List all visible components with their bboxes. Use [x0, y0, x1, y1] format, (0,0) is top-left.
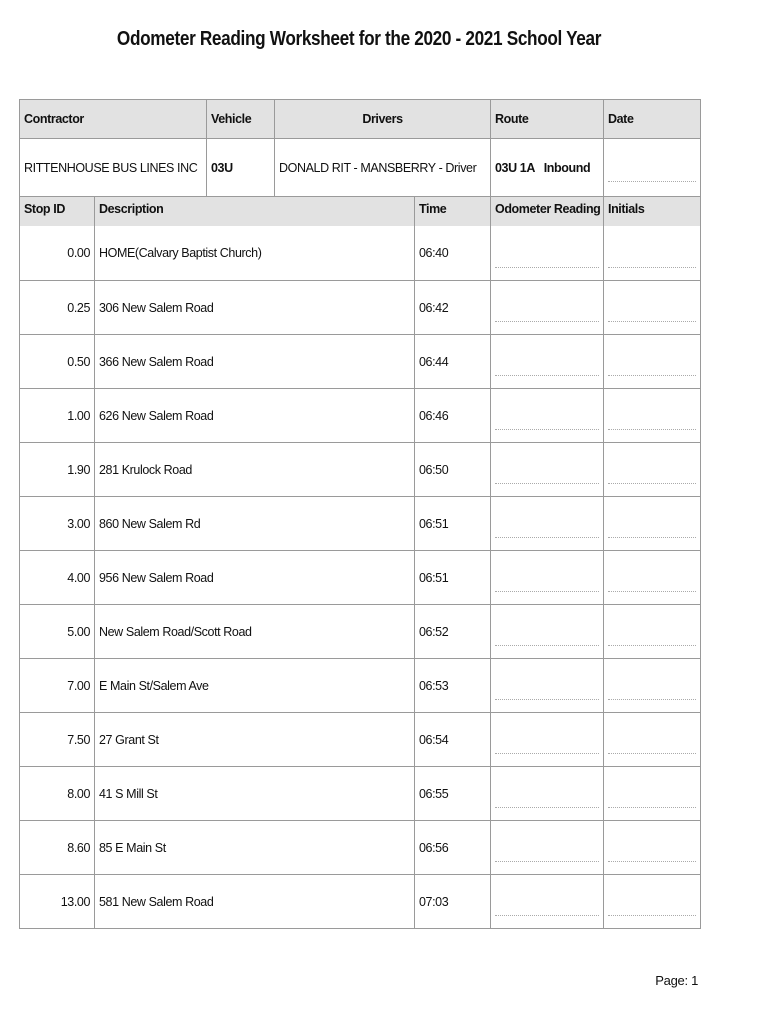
odometer-blank-line [495, 482, 599, 484]
stop-id: 7.00 [67, 678, 90, 693]
initials-field[interactable] [603, 226, 700, 280]
odometer-field[interactable] [490, 443, 603, 496]
stop-id: 0.25 [67, 300, 90, 315]
stop-row [20, 334, 700, 388]
initials-field[interactable] [603, 875, 700, 928]
initials-field[interactable] [603, 605, 700, 658]
stop-time: 06:52 [414, 605, 490, 658]
initials-blank-line [608, 860, 696, 862]
initials-blank-line [608, 698, 696, 700]
odometer-blank-line [495, 266, 599, 268]
odometer-field[interactable] [490, 226, 603, 280]
stop-time: 06:42 [414, 281, 490, 334]
stop-id: 3.00 [67, 516, 90, 531]
initials-blank-line [608, 266, 696, 268]
stop-row [20, 766, 700, 820]
column-header-row [20, 196, 700, 226]
initials-blank-line [608, 320, 696, 322]
stop-id: 13.00 [60, 894, 90, 909]
odometer-field[interactable] [490, 659, 603, 712]
stop-row [20, 712, 700, 766]
initials-field[interactable] [603, 767, 700, 820]
stop-list [20, 226, 700, 928]
stop-description: 41 S Mill St [94, 767, 414, 820]
stop-id: 0.00 [67, 246, 90, 260]
odometer-blank-line [495, 320, 599, 322]
route-value: 03U 1A Inbound [490, 139, 603, 196]
stop-row [20, 550, 700, 604]
route-label: Route [490, 100, 603, 138]
odometer-blank-line [495, 428, 599, 430]
initials-blank-line [608, 482, 696, 484]
stop-description: 27 Grant St [94, 713, 414, 766]
stop-row [20, 388, 700, 442]
initials-field[interactable] [603, 659, 700, 712]
stop-description: 85 E Main St [94, 821, 414, 874]
stop-id: 8.60 [67, 840, 90, 855]
drivers-value: DONALD RIT - MANSBERRY - Driver [274, 139, 490, 196]
stop-time: 06:50 [414, 443, 490, 496]
stop-row [20, 658, 700, 712]
initials-blank-line [608, 536, 696, 538]
stop-description: 306 New Salem Road [94, 281, 414, 334]
stop-row [20, 496, 700, 550]
worksheet-table [19, 99, 701, 929]
stop-row [20, 280, 700, 334]
odometer-field[interactable] [490, 713, 603, 766]
initials-field[interactable] [603, 443, 700, 496]
odometer-field[interactable] [490, 767, 603, 820]
stop-time: 06:44 [414, 335, 490, 388]
odometer-field[interactable] [490, 389, 603, 442]
odometer-blank-line [495, 752, 599, 754]
stop-time: 06:51 [414, 497, 490, 550]
odometer-field[interactable] [490, 335, 603, 388]
drivers-label: Drivers [274, 100, 490, 138]
stop-id: 1.90 [67, 462, 90, 477]
stop-time: 06:53 [414, 659, 490, 712]
page-number: Page: 1 [655, 973, 698, 988]
contractor-value: RITTENHOUSE BUS LINES INC [24, 160, 198, 175]
stop-id: 5.00 [67, 624, 90, 639]
odometer-blank-line [495, 914, 599, 916]
stop-description: New Salem Road/Scott Road [94, 605, 414, 658]
date-blank-line [608, 180, 696, 182]
stop-row [20, 874, 700, 928]
initials-field[interactable] [603, 389, 700, 442]
initials-blank-line [608, 374, 696, 376]
odometer-header: Odometer Reading [490, 197, 603, 226]
initials-blank-line [608, 590, 696, 592]
initials-field[interactable] [603, 281, 700, 334]
stop-time: 06:40 [414, 226, 490, 280]
initials-field[interactable] [603, 551, 700, 604]
date-field[interactable] [603, 139, 700, 196]
odometer-blank-line [495, 536, 599, 538]
initials-field[interactable] [603, 497, 700, 550]
stop-time: 06:56 [414, 821, 490, 874]
vehicle-value: 03U [206, 139, 274, 196]
initials-blank-line [608, 914, 696, 916]
stop-description: 366 New Salem Road [94, 335, 414, 388]
stop-time: 06:46 [414, 389, 490, 442]
initials-field[interactable] [603, 335, 700, 388]
stop-time: 06:55 [414, 767, 490, 820]
stop-description: E Main St/Salem Ave [94, 659, 414, 712]
contractor-label: Contractor [24, 112, 84, 126]
stop-time: 07:03 [414, 875, 490, 928]
initials-blank-line [608, 428, 696, 430]
stop-id: 7.50 [67, 732, 90, 747]
odometer-blank-line [495, 860, 599, 862]
stop-id: 8.00 [67, 786, 90, 801]
info-row [20, 138, 700, 196]
stop-time: 06:54 [414, 713, 490, 766]
stop-id: 4.00 [67, 570, 90, 585]
stop-row [20, 442, 700, 496]
stop-description: 581 New Salem Road [94, 875, 414, 928]
odometer-field[interactable] [490, 497, 603, 550]
odometer-blank-line [495, 374, 599, 376]
date-label: Date [603, 100, 700, 138]
stop-description: HOME(Calvary Baptist Church) [94, 226, 414, 280]
stop-id: 0.50 [67, 354, 90, 369]
initials-blank-line [608, 644, 696, 646]
time-header: Time [414, 197, 490, 226]
stop-row [20, 820, 700, 874]
initials-field[interactable] [603, 821, 700, 874]
odometer-field[interactable] [490, 281, 603, 334]
stop-description: 860 New Salem Rd [94, 497, 414, 550]
description-header: Description [94, 197, 414, 226]
odometer-blank-line [495, 644, 599, 646]
stop-description: 956 New Salem Road [94, 551, 414, 604]
vehicle-label: Vehicle [206, 100, 274, 138]
stop-time: 06:51 [414, 551, 490, 604]
initials-header: Initials [603, 197, 700, 226]
stop-id-header: Stop ID [24, 202, 65, 216]
odometer-blank-line [495, 806, 599, 808]
initials-blank-line [608, 752, 696, 754]
odometer-field[interactable] [490, 551, 603, 604]
header-row [20, 100, 700, 138]
stop-description: 626 New Salem Road [94, 389, 414, 442]
stop-description: 281 Krulock Road [94, 443, 414, 496]
odometer-field[interactable] [490, 605, 603, 658]
stop-row [20, 226, 700, 280]
stop-id: 1.00 [67, 408, 90, 423]
odometer-field[interactable] [490, 821, 603, 874]
initials-blank-line [608, 806, 696, 808]
odometer-blank-line [495, 698, 599, 700]
odometer-blank-line [495, 590, 599, 592]
odometer-field[interactable] [490, 875, 603, 928]
worksheet-title: Odometer Reading Worksheet for the 2020 - 2021 School Year [116, 28, 602, 50]
initials-field[interactable] [603, 713, 700, 766]
stop-row [20, 604, 700, 658]
